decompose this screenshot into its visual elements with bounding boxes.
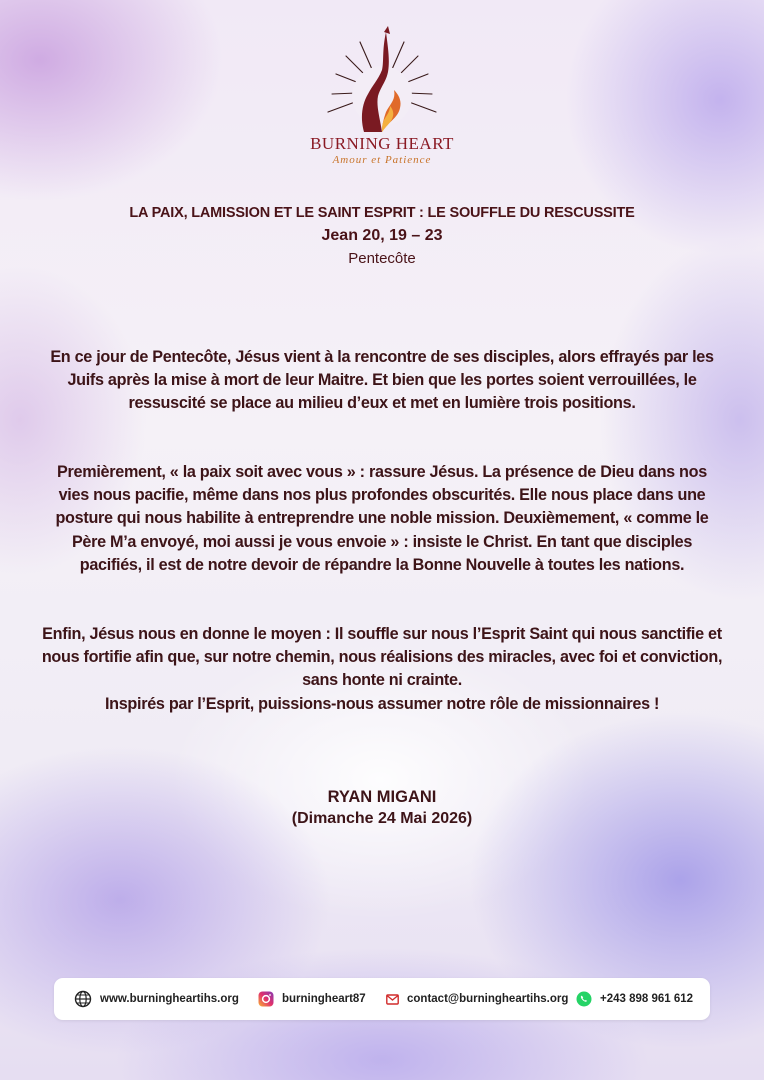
- globe-icon: [74, 990, 92, 1008]
- email-text: contact@burningheartihs.org: [407, 993, 569, 1005]
- author-name: RYAN MIGANI: [327, 788, 437, 806]
- instagram-icon: [258, 991, 274, 1007]
- brand-name: BURNING HEART: [310, 134, 454, 153]
- website-link[interactable]: [74, 978, 239, 1020]
- website-text: www.burningheartihs.org: [100, 993, 239, 1005]
- whatsapp-link[interactable]: [576, 978, 693, 1020]
- body-paragraph-1: En ce jour de Pentecôte, Jésus vient à la rencontre de ses disciples, alors effrayés par les Juifs après la mise à mort de leur Maitre. Et bien que les portes soient verrouillées, le ressuscité se place au milieu d’eux et met en lumière trois positions.: [50, 348, 714, 413]
- page-title: LA PAIX, LAMISSION ET LE SAINT ESPRIT : LE SOUFFLE DU RESCUSSITE: [129, 205, 635, 221]
- instagram-link[interactable]: [258, 978, 366, 1020]
- occasion-label: Pentecôte: [348, 250, 416, 267]
- instagram-text: burningheart87: [282, 993, 366, 1005]
- body-paragraph-3: [40, 623, 724, 716]
- whatsapp-icon: [576, 991, 592, 1007]
- contact-footer: [54, 978, 710, 1020]
- whatsapp-text: +243 898 961 612: [600, 993, 694, 1005]
- body-paragraph-3-text: Enfin, Jésus nous en donne le moyen : Il souffle sur nous l’Esprit Saint qui nous sanctifie et nous fortifie afin que, sur notre chemin, nous réalisions des miracles, avec foi et conviction, sans honte ni crainte.: [41, 625, 723, 690]
- scripture-reference: Jean 20, 19 – 23: [321, 227, 443, 244]
- body-paragraph-4-text: Inspirés par l’Esprit, puissions-nous assumer notre rôle de missionnaires !: [104, 694, 660, 713]
- brand-tagline: Amour et Patience: [332, 154, 432, 166]
- email-link[interactable]: [386, 978, 568, 1020]
- body-paragraph-2: Premièrement, « la paix soit avec vous » : rassure Jésus. La présence de Dieu dans nos vies nous pacifie, même dans nos plus profondes obscurités. Elle nous place dans une posture qui nous habilite à entreprendre une noble mission. Deuxièmement, « comme le Père M’a envoyé, moi aussi je vous envoie » : insiste le Christ. En tant que disciples pacifiés, il est de notre devoir de répandre la Bonne Nouvelle à toutes les nations.: [55, 463, 709, 574]
- mail-icon: [386, 994, 399, 1005]
- publication-date: (Dimanche 24 Mai 2026): [291, 810, 473, 827]
